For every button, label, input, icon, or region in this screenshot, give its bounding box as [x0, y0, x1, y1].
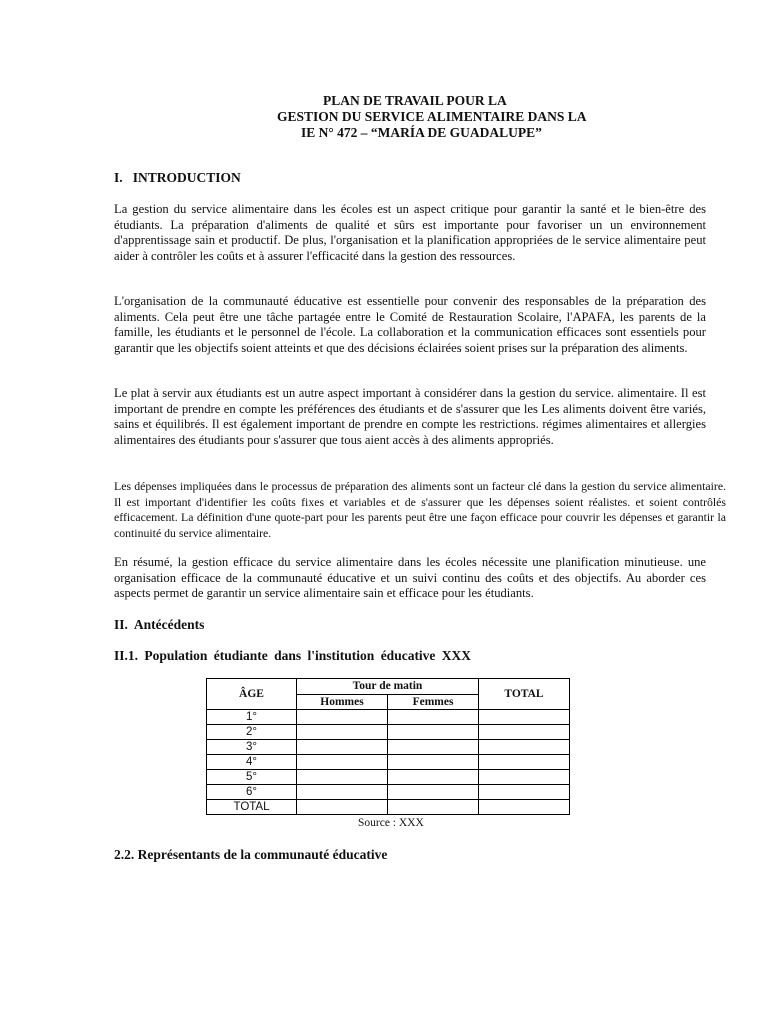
age-cell: 4° — [207, 755, 297, 770]
document-title-line-1: PLAN DE TRAVAIL POUR LA — [323, 93, 507, 108]
age-cell: 3° — [207, 740, 297, 755]
table-row — [207, 725, 570, 740]
age-cell: 1° — [207, 710, 297, 725]
intro-paragraph-1: La gestion du service alimentaire dans les écoles est un aspect critique pour garantir la santé et le bien-être des étudiants. La préparation d'aliments de qualité et sûrs est importante pour favoriser un un environnement d'apprentissage sain et productif. De plus, l'organisation et la planification appropriées de le service alimentaire peut aider à contrôler les coûts et à assurer l'efficacité dans la gestion des ressources. — [114, 202, 706, 263]
women-column-header: Femmes — [388, 694, 479, 710]
population-heading: II.1. Population étudiante dans l'institution éducative XXX — [114, 648, 472, 663]
total-cell — [479, 725, 570, 740]
women-cell — [388, 710, 479, 725]
men-cell — [297, 785, 388, 800]
total-cell — [479, 785, 570, 800]
total-cell — [479, 770, 570, 785]
representatives-heading: 2.2. Représentants de la communauté éducative — [114, 847, 388, 862]
intro-paragraph-4: Les dépenses impliquées dans le processus de préparation des aliments sont un facteur clé dans la gestion du service alimentaire. Il est important d'identifier les coûts fixes et variables et de s'assurer que les dépenses soient réalistes. et soient contrôlés efficacement. La définition d'une quote-part pour les parents peut être une façon efficace pour couvrir les dépenses et garantir la continuité du service alimentaire. — [114, 479, 726, 540]
men-cell — [297, 800, 388, 815]
women-cell — [388, 740, 479, 755]
age-cell: 6° — [207, 785, 297, 800]
men-column-header: Hommes — [297, 694, 388, 710]
total-cell — [479, 755, 570, 770]
age-cell: TOTAL — [207, 800, 297, 815]
women-cell — [388, 755, 479, 770]
table-source-note: Source : XXX — [358, 817, 424, 829]
introduction-heading: I. INTRODUCTION — [114, 170, 241, 185]
women-cell — [388, 725, 479, 740]
age-column-header: ÂGE — [207, 679, 297, 710]
age-cell: 5° — [207, 770, 297, 785]
table-row-total — [207, 800, 570, 815]
intro-paragraph-5: En résumé, la gestion efficace du service alimentaire dans les écoles nécessite une planification minutieuse. une organisation efficace de la communauté éducative et un suivi continu des coûts et des objectifs. Au aborder ces aspects permet de garantir un service alimentaire sain et efficace pour les étudiants. — [114, 555, 706, 600]
total-column-header: TOTAL — [479, 679, 570, 710]
men-cell — [297, 725, 388, 740]
men-cell — [297, 755, 388, 770]
table-row — [207, 710, 570, 725]
table-row — [207, 755, 570, 770]
men-cell — [297, 740, 388, 755]
age-cell: 2° — [207, 725, 297, 740]
table-row — [207, 740, 570, 755]
men-cell — [297, 770, 388, 785]
total-cell — [479, 800, 570, 815]
women-cell — [388, 800, 479, 815]
table-row — [207, 770, 570, 785]
women-cell — [388, 770, 479, 785]
document-title-line-3: IE N° 472 – “MARÍA DE GUADALUPE” — [301, 125, 542, 140]
intro-paragraph-3: Le plat à servir aux étudiants est un autre aspect important à considérer dans la gestion du service. alimentaire. Il est important de prendre en compte les préférences des étudiants et de s'assurer que les Les aliments doivent être variés, sains et équilibrés. Il est également important de prendre en compte les restrictions. régimes alimentaires et allergies alimentaires des étudiants pour s'assurer que tous aient accès à des aliments appropriés. — [114, 386, 706, 447]
men-cell — [297, 710, 388, 725]
background-heading: II. Antécédents — [114, 617, 205, 632]
women-cell — [388, 785, 479, 800]
student-population-table — [206, 678, 570, 815]
table-row — [207, 785, 570, 800]
intro-paragraph-2: L'organisation de la communauté éducative est essentielle pour convenir des responsables de la préparation des aliments. Cela peut être une tâche partagée entre le Comité de Restauration Scolaire, l'APAFA, les parents de la famille, les étudiants et le personnel de l'école. La collaboration et la communication efficaces sont essentiels pour garantir que les objectifs soient atteints et que des décisions éclairées soient prises sur la préparation des aliments. — [114, 294, 706, 355]
total-cell — [479, 740, 570, 755]
morning-shift-header: Tour de matin — [297, 679, 479, 695]
document-title-line-2: GESTION DU SERVICE ALIMENTAIRE DANS LA — [277, 109, 587, 124]
total-cell — [479, 710, 570, 725]
